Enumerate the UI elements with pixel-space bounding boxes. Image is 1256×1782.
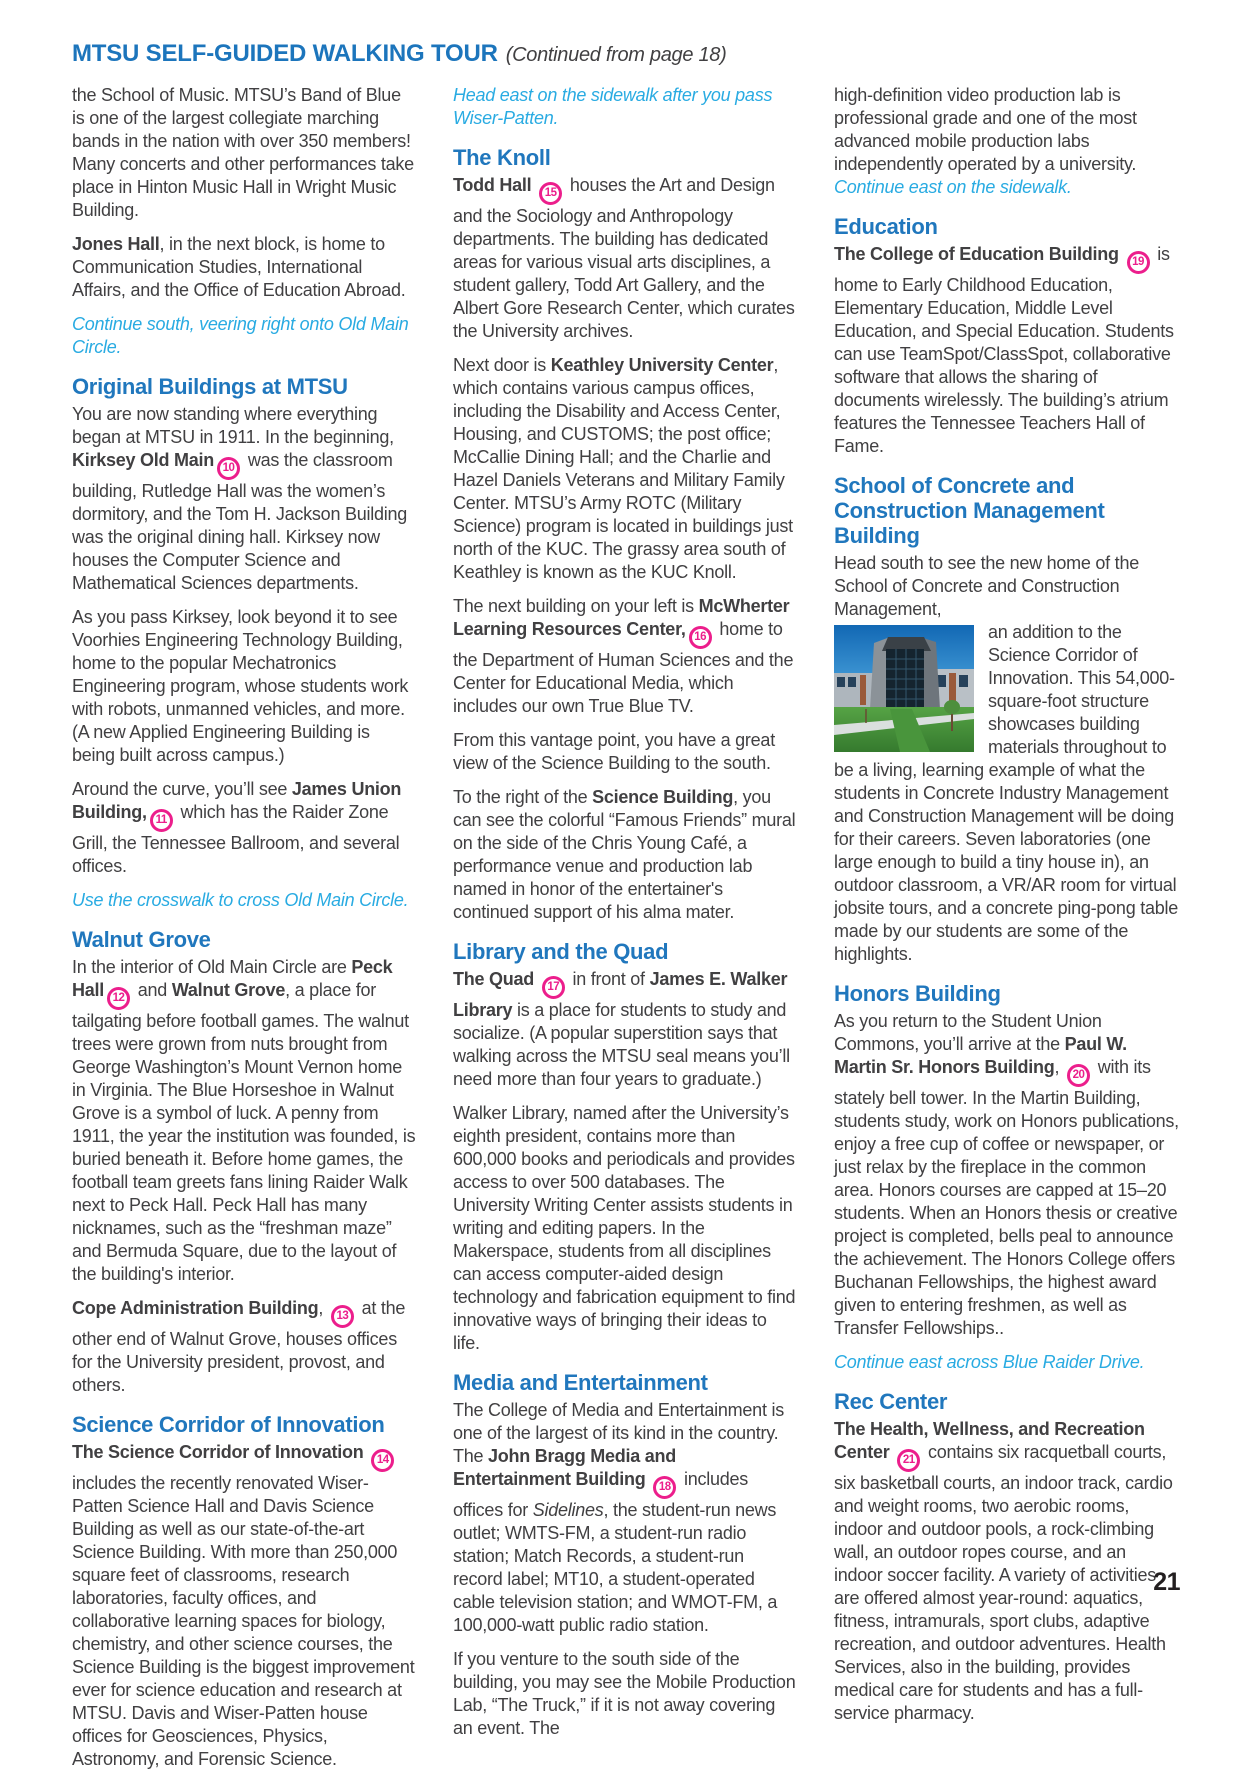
- section-heading: Media and Entertainment: [453, 1370, 708, 1395]
- text-run: Jones Hall: [72, 234, 160, 254]
- text-run: Around the curve, you’ll see: [72, 779, 292, 799]
- section-heading: School of Concrete and Construction Management Building: [834, 473, 1105, 548]
- column-1: [72, 84, 417, 1782]
- map-marker-21: 21: [897, 1449, 920, 1472]
- text-run: The next building on your left is: [453, 596, 699, 616]
- column-3: [834, 84, 1179, 1736]
- text-run: Head south to see the new home of the School of Concrete and Construction Management,: [834, 553, 1139, 619]
- text-run: at the other end of Walnut Grove, houses offices for the University president, provost, and others.: [72, 1298, 406, 1395]
- text-run: Todd Hall: [453, 175, 537, 195]
- map-marker-10: 10: [217, 457, 240, 480]
- text-run: , the student-run news outlet; WMTS-FM, a student-run radio station; Match Records, a student-run record label; MT10, a student-operated cable television station; and WMOT-FM, a 100,000-watt public radio station.: [453, 1500, 778, 1635]
- walking-direction-note: Head east on the sidewalk after you pass Wiser-Patten.: [453, 85, 773, 128]
- map-marker-13: 13: [331, 1305, 354, 1328]
- text-run: , a place for tailgating before football games. The walnut trees were grown from nuts brought from George Washington’s Mount Vernon home in Virginia. The Blue Horseshoe in Walnut Grove is a symbol of luck. A penny from 1911, the year the institution was founded, is buried beneath it. Before home games, the football team greets fans lining Raider Walk next to Peck Hall. Peck Hall has many nicknames, such as the “freshman maze” and Bermuda Square, due to the layout of the building's interior.: [72, 980, 416, 1284]
- section-heading: Walnut Grove: [72, 927, 211, 952]
- map-marker-19: 19: [1127, 251, 1150, 274]
- map-marker-14: 14: [371, 1449, 394, 1472]
- text-run: To the right of the: [453, 787, 593, 807]
- map-marker-12: 12: [107, 987, 130, 1010]
- page-title: MTSU SELF-GUIDED WALKING TOUR: [72, 40, 498, 67]
- section-heading: Education: [834, 214, 938, 239]
- text-run: Peck Hall: [72, 957, 393, 1000]
- text-run: As you pass Kirksey, look beyond it to see Voorhies Engineering Technology Building, home to the popular Mechatronics Engineering program, whose students work with robots, unmanned vehicles, and more. (A new Applied Engineering Building is being built across campus.): [72, 607, 409, 765]
- paragraph: [72, 403, 417, 595]
- page-number: 21: [1153, 1568, 1180, 1596]
- text-run: is a place for students to study and socialize. (A popular superstition says that walking across the MTSU seal means you’ll need more than four years to graduate.): [453, 1000, 790, 1089]
- text-run: The Quad: [453, 969, 539, 989]
- text-run: was the classroom building, Rutledge Hall was the women’s dormitory, and the Tom H. Jackson Building was the original dining hall. Kirksey now houses the Computer Science and Mathematical Sciences departments.: [72, 450, 407, 593]
- walking-direction-note: Continue east on the sidewalk.: [834, 177, 1072, 197]
- text-run: The Health, Wellness, and Recreation Center: [834, 1419, 1145, 1462]
- text-run: Walker Library, named after the University’s eighth president, contains more than 600,000 books and periodicals and provides access to over 500 databases. The University Writing Center assists students in writing and editing papers. In the Makerspace, students from all disciplines can access computer-aided design technology and fabrication equipment to find innovative ways of bringing their ideas to life.: [453, 1103, 796, 1353]
- text-run: The College of Education Building: [834, 244, 1124, 264]
- text-run: The College of Media and Entertainment is one of the largest of its kind in the country. The: [453, 1400, 784, 1466]
- paragraph: [72, 1297, 417, 1397]
- section-heading: The Knoll: [453, 145, 551, 170]
- text-run: In the interior of Old Main Circle are: [72, 957, 352, 977]
- text-run: home to the Department of Human Sciences and the Center for Educational Media, which includes our own True Blue TV.: [453, 619, 794, 716]
- paragraph: [453, 1102, 798, 1355]
- text-run: James Union Building,: [72, 779, 402, 822]
- text-run: includes offices for: [453, 1469, 749, 1520]
- paragraph: [834, 243, 1179, 458]
- paragraph: [72, 606, 417, 767]
- map-marker-17: 17: [542, 976, 565, 999]
- paragraph: [72, 1441, 417, 1771]
- text-run: an addition to the Science Corridor of Innovation. This 54,000-square-foot structure showcases building materials throughout to be a living, learning example of what the students in Concrete Industry Management and Construction Management will be doing for their careers. Seven laboratories (one large enough to build a tiny house in), an outdoor classroom, a VR/AR room for virtual jobsite tours, and a concrete ping-pong table made by our students are some of the highlights.: [834, 622, 1178, 964]
- walking-direction-note: Continue south, veering right onto Old Main Circle.: [72, 314, 409, 357]
- text-run: the School of Music. MTSU’s Band of Blue is one of the largest collegiate marching bands in the nation with over 350 members! Many concerts and other performances take place in Hinton Music Hall in Wright Music Building.: [72, 85, 414, 220]
- paragraph: [453, 354, 798, 584]
- paragraph: [453, 1648, 798, 1740]
- text-run: , which contains various campus offices, including the Disability and Access Center, Housing, and CUSTOMS; the post office; McCallie Dining Hall; and the Charlie and Hazel Daniels Veterans and Military Family Center. MTSU’s Army ROTC (Military Science) program is located in buildings just north of the KUC. The grassy area south of Keathley is known as the KUC Knoll.: [453, 355, 793, 582]
- text-run: in front of: [567, 969, 650, 989]
- map-marker-16: 16: [689, 626, 712, 649]
- text-run: , you can see the colorful “Famous Friends” mural on the side of the Chris Young Café, a performance venue and production lab named in honor of the entertainer's continued support of his alma mater.: [453, 787, 796, 922]
- paragraph: [72, 778, 417, 878]
- paragraph: [453, 968, 798, 1091]
- column-2: [453, 84, 798, 1751]
- text-run: The Science Corridor of Innovation: [72, 1442, 369, 1462]
- paragraph: [453, 1399, 798, 1637]
- paragraph: [72, 84, 417, 222]
- text-run: Kirksey Old Main: [72, 450, 215, 470]
- text-run: contains six racquetball courts, six basketball courts, an indoor track, cardio and weight rooms, two aerobic rooms, indoor and outdoor pools, a rock-climbing wall, an outdoor ropes course, and an indoor soccer facility. A variety of activities are offered almost year-round: aquatics, fitness, intramurals, sport clubs, adaptive recreation, and outdoor adventures. Health Services, also in the building, provides medical care for students and has a full-service pharmacy.: [834, 1442, 1173, 1723]
- text-run: and: [133, 980, 172, 1000]
- continued-note: (Continued from page 18): [505, 44, 727, 66]
- text-run: Science Building: [592, 787, 734, 807]
- paragraph: [453, 786, 798, 924]
- text-run: Keathley University Center: [550, 355, 774, 375]
- building-photo-graphic: [834, 625, 974, 752]
- walking-direction-note: Continue east across Blue Raider Drive.: [834, 1352, 1145, 1372]
- text-run: James E. Walker Library: [453, 969, 788, 1020]
- section-heading: Rec Center: [834, 1389, 948, 1414]
- paragraph: [72, 956, 417, 1286]
- text-run: As you return to the Student Union Commons, you’ll arrive at the: [834, 1011, 1102, 1054]
- text-run: houses the Art and Design and the Sociology and Anthropology departments. The building has dedicated areas for various visual arts disciplines, a student gallery, Todd Art Gallery, and the Albert Gore Research Center, which curates the University archives.: [453, 175, 795, 341]
- map-marker-15: 15: [539, 182, 562, 205]
- paragraph: [453, 174, 798, 343]
- text-run: which has the Raider Zone Grill, the Tennessee Ballroom, and several offices.: [72, 802, 400, 876]
- paragraph: [453, 595, 798, 718]
- text-run: You are now standing where everything began at MTSU in 1911. In the beginning,: [72, 404, 394, 447]
- paragraph: [834, 621, 1179, 966]
- map-marker-11: 11: [150, 809, 173, 832]
- text-run: is home to Early Childhood Education, Elementary Education, Middle Level Education, and Special Education. Students can use TeamSpot/ClassSpot, collaborative software that allows the sharing of documents wirelessly. The building’s atrium features the Tennessee Teachers Hall of Fame.: [834, 244, 1174, 456]
- text-run: John Bragg Media and Entertainment Building: [453, 1446, 677, 1489]
- section-heading: Honors Building: [834, 981, 1001, 1006]
- page-content: [72, 40, 1180, 1782]
- text-run: includes the recently renovated Wiser-Patten Science Hall and Davis Science Building as well as our state-of-the-art Science Building. With more than 250,000 square feet of classrooms, research laboratories, faculty offices, and collaborative learning spaces for biology, chemistry, and other science courses, the Science Building is the biggest improvement ever for science education and research at MTSU. Davis and Wiser-Patten house offices for Geosciences, Physics, Astronomy, and Forensic Science.: [72, 1473, 415, 1769]
- section-heading: Original Buildings at MTSU: [72, 374, 348, 399]
- text-run: ,: [1054, 1057, 1065, 1077]
- concrete-building-photo: [834, 625, 974, 752]
- paragraph: [834, 552, 1179, 621]
- paragraph: [453, 729, 798, 775]
- text-run: From this vantage point, you have a great view of the Science Building to the south.: [453, 730, 775, 773]
- text-run: with its stately bell tower. In the Martin Building, students study, work on Honors publications, enjoy a free cup of coffee or newspaper, or just relax by the fireplace in the common area. Honors courses are capped at 15–20 students. When an Honors thesis or creative project is completed, bells peal to announce the achievement. The Honors College offers Buchanan Fellowships, the highest award given to entering freshmen, as well as Transfer Fellowships..: [834, 1057, 1179, 1338]
- text-run: Walnut Grove: [171, 980, 286, 1000]
- paragraph: [834, 1418, 1179, 1725]
- text-run: Cope Administration Building: [72, 1298, 319, 1318]
- walking-direction-note: Use the crosswalk to cross Old Main Circle.: [72, 890, 409, 910]
- paragraph: [834, 84, 1179, 176]
- text-run: Sidelines: [532, 1500, 604, 1520]
- text-run: McWherter Learning Resources Center,: [453, 596, 790, 639]
- paragraph: [834, 1010, 1179, 1340]
- map-marker-18: 18: [653, 1476, 676, 1499]
- three-column-layout: [72, 84, 1180, 1782]
- text-run: Next door is: [453, 355, 551, 375]
- text-run: Paul W. Martin Sr. Honors Building: [834, 1034, 1127, 1077]
- text-run: high-definition video production lab is professional grade and one of the most advanced mobile production labs independently operated by a university.: [834, 85, 1137, 174]
- map-marker-20: 20: [1067, 1064, 1090, 1087]
- text-run: If you venture to the south side of the building, you may see the Mobile Production Lab, “The Truck,” if it is not away covering an event. The: [453, 1649, 796, 1738]
- section-heading: Science Corridor of Innovation: [72, 1412, 385, 1437]
- text-run: ,: [318, 1298, 328, 1318]
- section-heading: Library and the Quad: [453, 939, 669, 964]
- text-run: , in the next block, is home to Communication Studies, International Affairs, and the Office of Education Abroad.: [72, 234, 406, 300]
- paragraph: [72, 233, 417, 302]
- masthead: [72, 40, 1180, 68]
